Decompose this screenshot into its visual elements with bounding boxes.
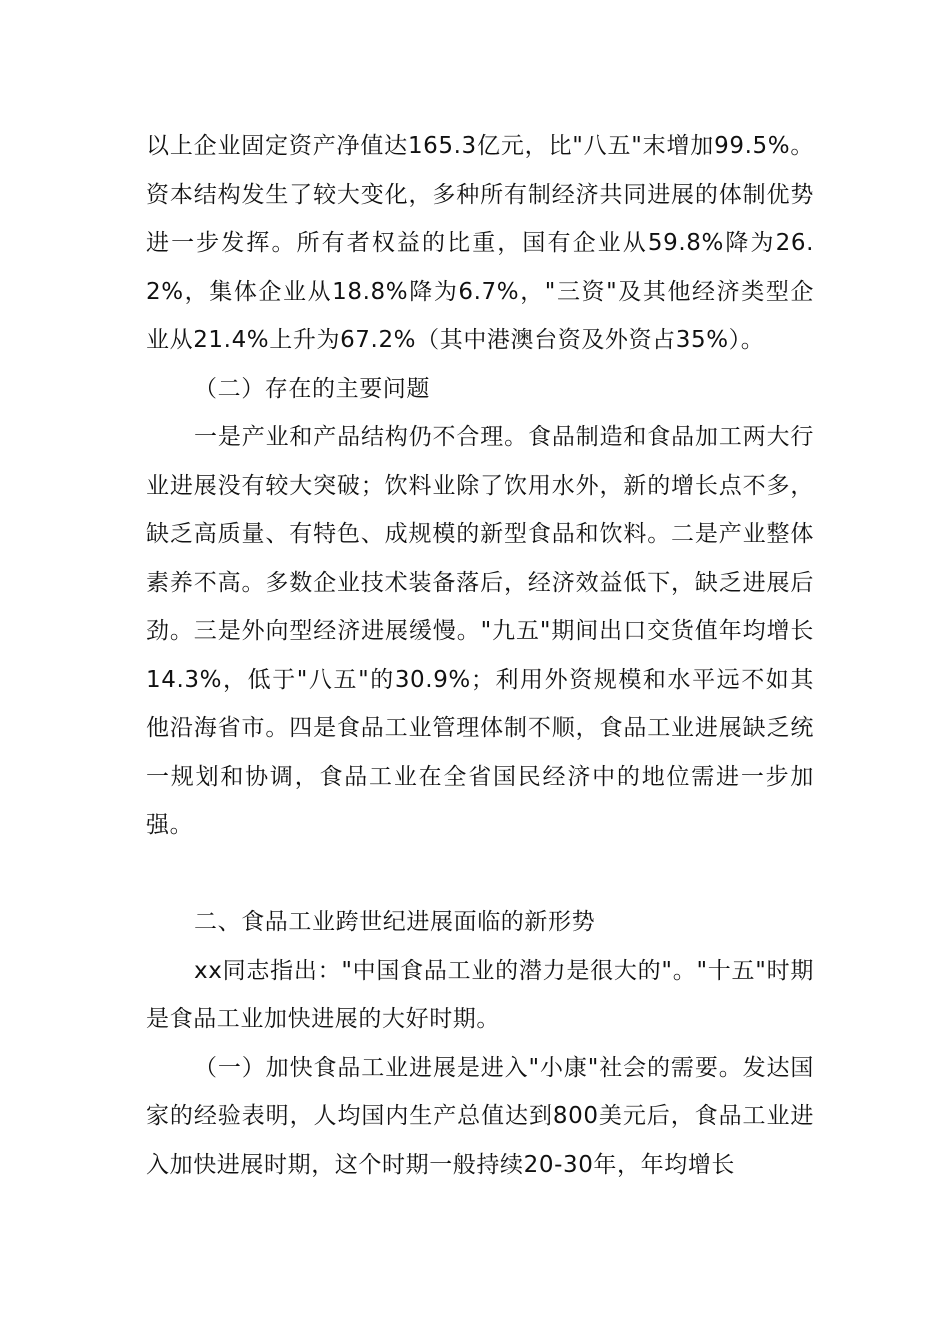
paragraph-main-problems: 一是产业和产品结构仍不合理。食品制造和食品加工两大行业进展没有较大突破；饮料业除了饮用水外，新的增长点不多，缺乏高质量、有特色、成规模的新型食品和饮料。二是产业整体素养不高。多数企业技术装备落后，经济效益低下，缺乏进展后劲。三是外向型经济进展缓慢。"九五"期间出口交货值年均增长14.3%，低于"八五"的30.9%；利用外资规模和水平远不如其他沿海省市。四是食品工业管理体制不顺，食品工业进展缺乏统一规划和协调，食品工业在全省国民经济中的地位需进一步加强。: [146, 424, 814, 838]
paragraph-xiaokang-need: （一）加快食品工业进展是进入"小康"社会的需要。发达国家的经验表明，人均国内生产总值达到800美元后，食品工业进入加快进展时期，这个时期一般持续20-30年，年均增长: [146, 1054, 814, 1178]
paragraph-spacer: [146, 850, 814, 899]
document-body: [146, 122, 814, 1189]
paragraph-quote: xx同志指出："中国食品工业的潜力是很大的"。"十五"时期是食品工业加快进展的大好时期。: [146, 957, 814, 1032]
paragraph-capital-structure: 以上企业固定资产净值达165.3亿元，比"八五"末增加99.5%。资本结构发生了较大变化，多种所有制经济共同进展的体制优势进一步发挥。所有者权益的比重，国有企业从59.8%降为26.2%，集体企业从18.8%降为6.7%，"三资"及其他经济类型企业从21.4%上升为67.2%（其中港澳台资及外资占35%）。: [146, 133, 814, 353]
chapter-heading-new-situation: 二、食品工业跨世纪进展面临的新形势: [194, 909, 596, 935]
section-heading-main-problems: （二）存在的主要问题: [194, 375, 430, 402]
